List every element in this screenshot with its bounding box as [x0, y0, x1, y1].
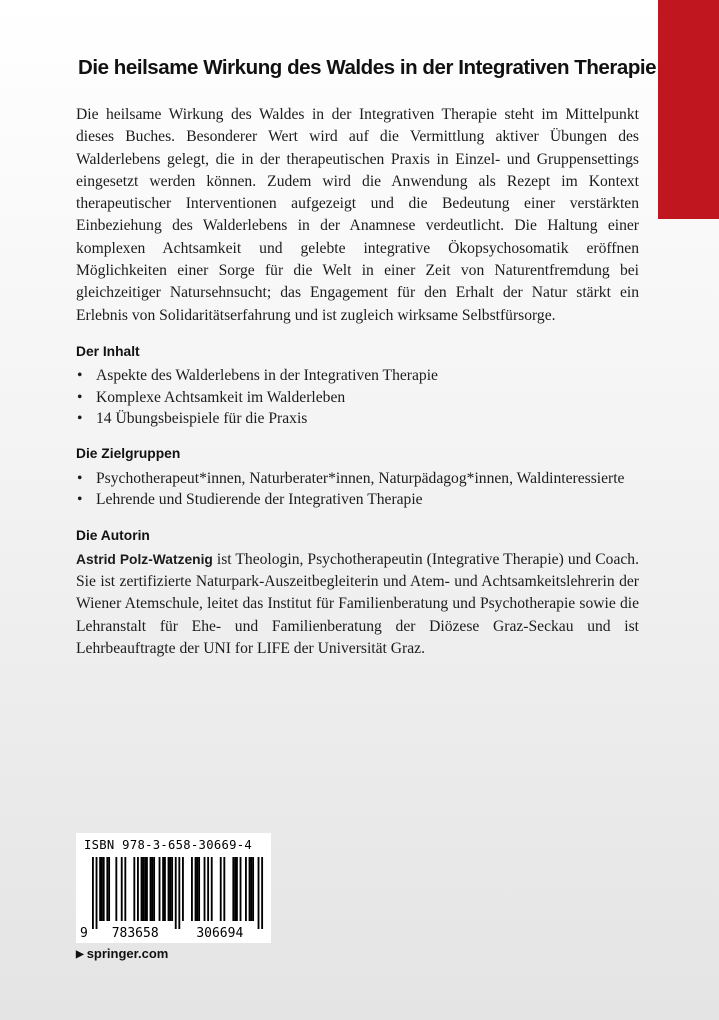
arrow-right-icon: ▶	[76, 949, 84, 960]
website-text: springer.com	[86, 946, 169, 961]
barcode-bar	[121, 857, 123, 921]
barcode-bar	[195, 857, 197, 921]
barcode-bar	[191, 857, 193, 921]
barcode-bar	[153, 857, 155, 921]
barcode-bar	[175, 857, 177, 929]
barcode-bar	[124, 857, 126, 921]
list-item: • Psychotherapeut*innen, Naturberater*innen, Naturpädagog*innen, Waldinteressierte	[76, 468, 639, 489]
barcode-bar	[198, 857, 200, 921]
barcode-bar	[96, 857, 98, 929]
barcode-bar	[162, 857, 164, 921]
barcode-bar	[108, 857, 110, 921]
intro-paragraph: Die heilsame Wirkung des Waldes in der Integrativen Therapie steht im Mittelpunkt dieses Buches. Besonderer Wert wird auf die Vermittlung aktiver Übungen des Walderlebens gelegt, die in der therapeutischen Praxis in Einzel- und Gruppensettings eingesetzt werden können. Zudem wird die Anwendung als Rezept im Kontext therapeutischer Interventionen aufgezeigt und die Bedeutung einer verstärkten Einbeziehung des Walderlebens in der Anamnese verdeutlicht. Die Haltung einer komplexen Achtsamkeit und gelebte integrative Ökopsychosomatik eröffnen Möglichkeiten einer Sorge für die Welt in einer Zeit von Naturentfremdung bei gleichzeitiger Natursehnsucht; das Engagement für den Erhalt der Natur stärkt ein Erlebnis von Solidaritätserfahrung und ist zugleich wirksame Selbstfürsorge.	[76, 106, 639, 324]
barcode-bar	[236, 857, 238, 921]
barcode-bar	[99, 857, 101, 921]
autorin-heading: Die Autorin	[76, 527, 150, 543]
barcode-bar	[115, 857, 117, 921]
author-bio-text: ist Theologin, Psychotherapeutin (Integrative Therapie) und Coach. Sie ist zertifizierte Naturpark-Auszeitbegleiterin und Atem- und Achtsamkeitslehrerin der Wiener Atemschule, leitet das Institut für Familienberatung und Psychotherapie sowie die Lehranstalt für Ehe- und Familienberatung der Diözese Graz-Seckau und ist Lehrbeauftragte der UNI for LIFE der Universität Graz.	[76, 550, 639, 658]
barcode-bar	[171, 857, 173, 921]
barcode-bar	[150, 857, 152, 921]
barcode-bar	[168, 857, 170, 921]
list-item: • 14 Übungsbeispiele für die Praxis	[76, 408, 639, 429]
barcode-bar	[204, 857, 206, 921]
isbn-barcode-box	[76, 833, 271, 943]
barcode-bar	[101, 857, 103, 921]
barcode-bar	[234, 857, 236, 921]
barcode-bar	[159, 857, 161, 921]
isbn-label: ISBN 978-3-658-30669-4	[84, 838, 253, 852]
barcode-bar	[250, 857, 252, 921]
website-link[interactable]	[76, 946, 168, 961]
list-item: • Aspekte des Walderlebens in der Integrativen Therapie	[76, 365, 639, 386]
author-bio	[76, 549, 639, 660]
list-item: • Lehrende und Studierende der Integrativen Therapie	[76, 489, 639, 510]
list-item: • Komplexe Achtsamkeit im Walderleben	[76, 387, 639, 408]
author-name: Astrid Polz-Watzenig	[76, 551, 213, 567]
barcode-digits: 783658	[111, 926, 159, 941]
barcode-bar	[92, 857, 94, 929]
book-title: Die heilsame Wirkung des Waldes in der Integrativen Therapie	[78, 56, 657, 79]
barcode-icon	[76, 855, 271, 943]
inhalt-list	[76, 365, 639, 429]
zielgruppen-heading: Die Zielgruppen	[76, 446, 181, 462]
barcode-bar	[103, 857, 105, 921]
red-accent-tab	[658, 0, 719, 219]
barcode-bar	[207, 857, 209, 921]
barcode-bar	[249, 857, 251, 921]
barcode-bar	[137, 857, 139, 921]
barcode-digits: 306694	[196, 926, 244, 941]
barcode-bar	[178, 857, 180, 929]
barcode-bar	[245, 857, 247, 921]
barcode-bar	[211, 857, 213, 921]
barcode-bar	[252, 857, 254, 921]
back-cover-content	[76, 104, 639, 660]
barcode-bar	[232, 857, 234, 921]
barcode-bar	[220, 857, 222, 921]
barcode-bar	[151, 857, 153, 921]
barcode-bar	[196, 857, 198, 921]
barcode-bar	[106, 857, 108, 921]
barcode-bar	[144, 857, 146, 921]
zielgruppen-list	[76, 468, 639, 511]
barcode-bar	[141, 857, 143, 921]
barcode-bar	[261, 857, 263, 929]
barcode-bar	[240, 857, 242, 921]
barcode-bar	[142, 857, 144, 921]
barcode-digits: 9	[80, 926, 88, 941]
barcode-bar	[169, 857, 171, 921]
barcode-bar	[164, 857, 166, 921]
barcode-bar	[223, 857, 225, 921]
barcode-bar	[182, 857, 184, 921]
inhalt-heading: Der Inhalt	[76, 343, 140, 359]
barcode-bar	[146, 857, 148, 921]
barcode-bar	[258, 857, 260, 929]
barcode-bar	[133, 857, 135, 921]
